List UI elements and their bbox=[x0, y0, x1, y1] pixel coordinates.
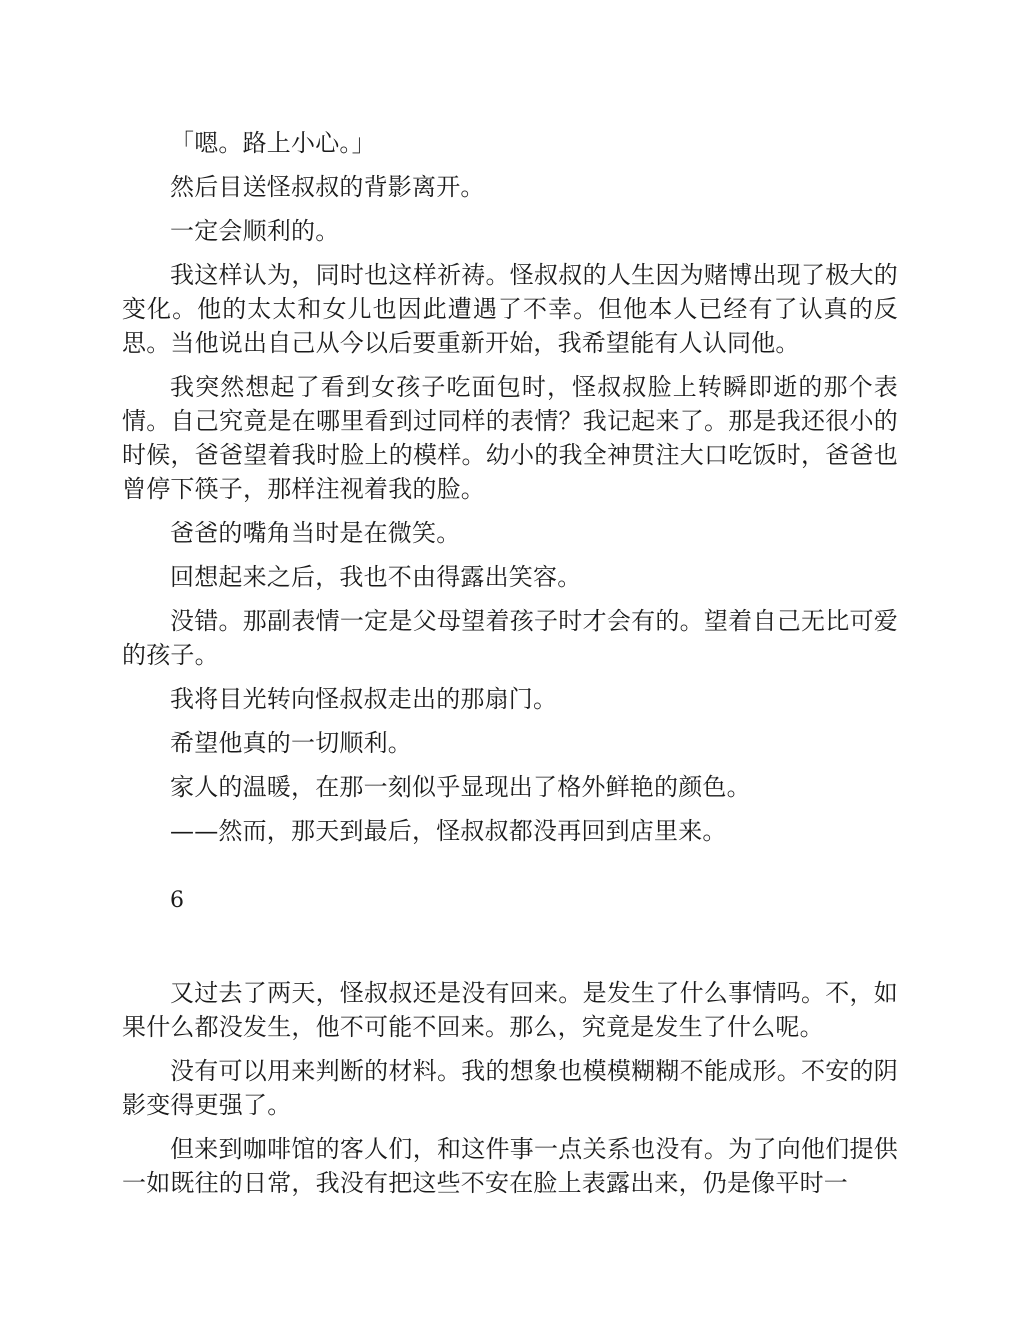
paragraph: 没有可以用来判断的材料。我的想象也模模糊糊不能成形。不安的阴影变得更强了。 bbox=[122, 1057, 898, 1119]
paragraph: 但来到咖啡馆的客人们，和这件事一点关系也没有。为了向他们提供一如既往的日常，我没有把这些不安在脸上表露出来，仍是像平时一 bbox=[122, 1135, 898, 1197]
paragraph: 没错。那副表情一定是父母望着孩子时才会有的。望着自己无比可爱的孩子。 bbox=[122, 607, 898, 669]
paragraph: 又过去了两天，怪叔叔还是没有回来。是发生了什么事情吗。不，如果什么都没发生，他不可能不回来。那么，究竟是发生了什么呢。 bbox=[122, 979, 898, 1041]
document-page bbox=[122, 126, 898, 1210]
paragraph: 我将目光转向怪叔叔走出的那扇门。 bbox=[170, 685, 558, 713]
paragraph: 我突然想起了看到女孩子吃面包时，怪叔叔脸上转瞬即逝的那个表情。自己究竟是在哪里看到过同样的表情？我记起来了。那是我还很小的时候，爸爸望着我时脸上的模样。幼小的我全神贯注大口吃饭时，爸爸也曾停下筷子，那样注视着我的脸。 bbox=[122, 373, 898, 503]
paragraph: 一定会顺利的。 bbox=[170, 217, 340, 245]
paragraph: 家人的温暖，在那一刻似乎显现出了格外鲜艳的颜色。 bbox=[170, 773, 751, 801]
paragraph: 希望他真的一切顺利。 bbox=[170, 729, 412, 757]
paragraph: 然后目送怪叔叔的背影离开。 bbox=[170, 173, 485, 201]
paragraph: 「嗯。路上小心。」 bbox=[170, 129, 376, 157]
paragraph: 爸爸的嘴角当时是在微笑。 bbox=[170, 519, 461, 547]
paragraph: ——然而，那天到最后，怪叔叔都没再回到店里来。 bbox=[170, 817, 727, 845]
paragraph: 回想起来之后，我也不由得露出笑容。 bbox=[170, 563, 582, 591]
paragraph: 我这样认为，同时也这样祈祷。怪叔叔的人生因为赌博出现了极大的变化。他的太太和女儿也因此遭遇了不幸。但他本人已经有了认真的反思。当他说出自己从今以后要重新开始，我希望能有人认同他。 bbox=[122, 261, 898, 357]
section-number: 6 bbox=[170, 888, 184, 913]
